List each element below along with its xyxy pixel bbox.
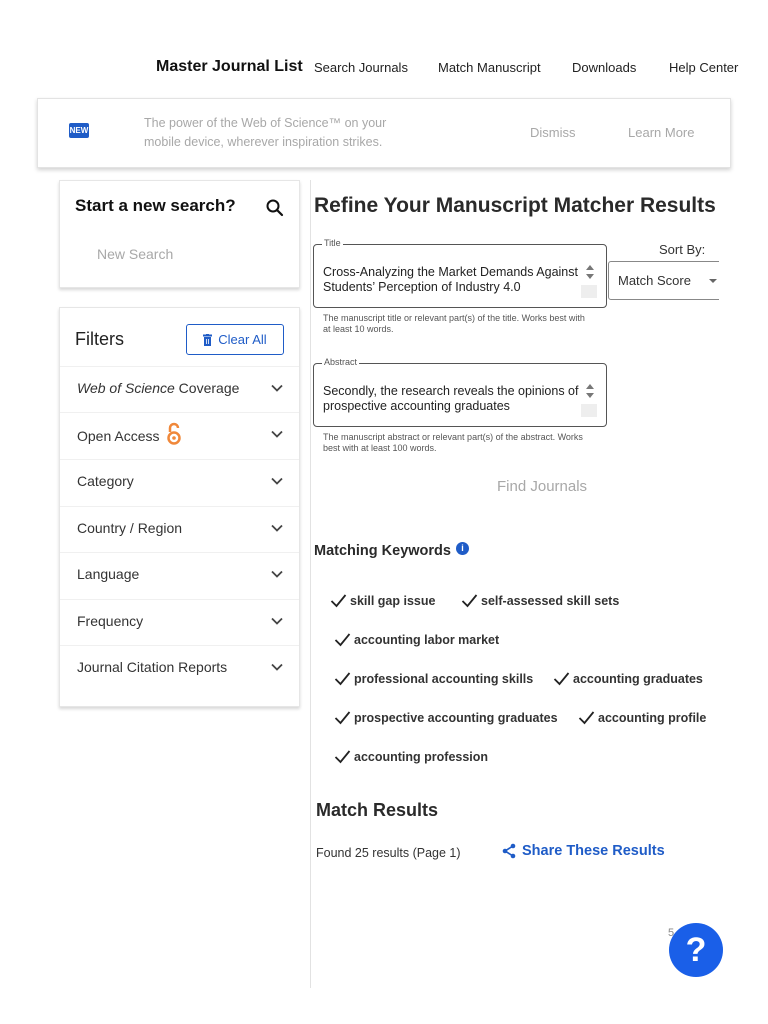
check-icon <box>578 710 595 725</box>
column-divider <box>310 180 311 988</box>
open-access-icon <box>166 422 182 446</box>
sort-select[interactable] <box>608 261 728 300</box>
match-results-heading: Match Results <box>316 800 439 820</box>
share-icon <box>502 843 516 859</box>
check-icon <box>330 593 347 608</box>
open-access-label: Open Access <box>77 428 160 444</box>
chevron-down-icon <box>271 477 283 485</box>
find-journals-button[interactable]: Find Journals <box>497 478 588 495</box>
matching-keywords-label: Matching Keywords <box>314 543 451 559</box>
keyword-item <box>334 710 558 725</box>
caret-down-icon <box>709 279 717 283</box>
wos-italic: Web of Science <box>77 380 175 396</box>
coverage-text: Coverage <box>174 380 240 396</box>
keyword-item <box>578 710 706 725</box>
keyword-text: prospective accounting graduates <box>354 710 558 725</box>
title-field-value[interactable]: Cross-Analyzing the Market Demands Against Students’ Perception of Industry 4.0 <box>323 265 578 294</box>
help-button[interactable]: ? <box>669 923 723 977</box>
nav-search-journals[interactable]: Search Journals <box>314 60 408 75</box>
check-icon <box>334 671 351 686</box>
keyword-text: skill gap issue <box>350 593 436 608</box>
check-icon <box>461 593 478 608</box>
keyword-item <box>553 671 703 686</box>
promo-banner <box>37 98 731 168</box>
new-search-button[interactable]: New Search <box>97 246 174 262</box>
filter-language[interactable] <box>60 552 299 596</box>
banner-text: The power of the Web of Science™ on your mobile device, wherever inspiration strikes. <box>144 116 387 149</box>
info-icon[interactable]: i <box>456 542 469 555</box>
spinner-icon[interactable] <box>585 382 595 400</box>
page-title: Refine Your Manuscript Matcher Results <box>314 194 716 217</box>
clear-all-button[interactable] <box>186 324 284 355</box>
chevron-down-icon <box>271 430 283 438</box>
share-results-label: Share These Results <box>522 843 665 859</box>
filters-heading: Filters <box>75 329 124 349</box>
check-icon <box>334 749 351 764</box>
keyword-text: accounting graduates <box>573 671 703 686</box>
keyword-item <box>461 593 619 608</box>
title-field[interactable] <box>313 238 607 308</box>
check-icon <box>334 710 351 725</box>
dismiss-button[interactable]: Dismiss <box>530 125 576 140</box>
keyword-item <box>334 749 488 764</box>
keyword-item <box>330 593 435 608</box>
abstract-field-value[interactable]: Secondly, the research reveals the opinions of prospective accounting graduates <box>323 384 579 413</box>
sort-by-label: Sort By: <box>659 242 706 257</box>
chevron-down-icon <box>271 570 283 578</box>
chevron-down-icon <box>271 524 283 532</box>
learn-more-button[interactable]: Learn More <box>628 125 695 140</box>
trash-icon <box>203 334 212 346</box>
title-field-hint: The manuscript title or relevant part(s) of the title. Works best with at least 10 words. <box>323 313 585 334</box>
new-badge: NEW <box>69 123 89 138</box>
chevron-down-icon <box>271 384 283 392</box>
filter-open-access[interactable] <box>60 412 299 456</box>
keyword-item <box>334 671 533 686</box>
filter-label: Country / Region <box>77 520 183 536</box>
filter-country-region[interactable] <box>60 506 299 550</box>
filter-wos-coverage[interactable] <box>60 366 299 410</box>
results-count: Found 25 results (Page 1) <box>316 846 461 860</box>
keyword-text: self-assessed skill sets <box>481 593 620 608</box>
filter-category[interactable] <box>60 459 299 503</box>
title-field-label: Title <box>324 238 341 248</box>
sort-value: Match Score <box>618 273 691 288</box>
help-badge: 5 <box>668 927 675 939</box>
resize-handle[interactable] <box>581 285 597 298</box>
brand-title[interactable]: Master Journal List <box>156 58 303 75</box>
spinner-icon[interactable] <box>585 263 595 281</box>
chevron-down-icon <box>271 617 283 625</box>
keyword-text: professional accounting skills <box>354 671 534 686</box>
new-search-heading: Start a new search? <box>75 196 236 215</box>
filter-label: Journal Citation Reports <box>77 659 228 675</box>
filter-label <box>77 380 239 396</box>
resize-handle[interactable] <box>581 404 597 417</box>
nav-downloads[interactable]: Downloads <box>572 60 637 75</box>
keyword-text: accounting labor market <box>354 632 500 647</box>
matching-keywords-heading <box>314 543 469 559</box>
keyword-item <box>334 632 499 647</box>
keyword-text: accounting profile <box>598 710 707 725</box>
filter-label: Frequency <box>77 613 144 629</box>
keyword-text: accounting profession <box>354 749 489 764</box>
share-results-button[interactable] <box>502 843 665 859</box>
filter-label <box>77 426 182 446</box>
check-icon <box>553 671 570 686</box>
abstract-field-hint: The manuscript abstract or relevant part(s) of the abstract. Works best with at least 100 words. <box>323 432 583 453</box>
search-icon[interactable] <box>265 198 285 218</box>
clear-all-label: Clear All <box>218 332 267 347</box>
abstract-field[interactable] <box>313 357 607 427</box>
new-search-card <box>59 180 300 288</box>
filter-label: Category <box>77 473 134 489</box>
top-header <box>0 0 768 100</box>
filter-journal-citation-reports[interactable] <box>60 645 299 689</box>
chevron-down-icon <box>271 663 283 671</box>
nav-match-manuscript[interactable]: Match Manuscript <box>438 60 541 75</box>
viewport-edge <box>719 255 768 305</box>
filters-card <box>59 307 300 707</box>
nav-help-center[interactable]: Help Center <box>669 60 739 75</box>
filter-frequency[interactable] <box>60 599 299 643</box>
abstract-field-label: Abstract <box>324 357 358 367</box>
filter-label: Language <box>77 566 140 582</box>
check-icon <box>334 632 351 647</box>
